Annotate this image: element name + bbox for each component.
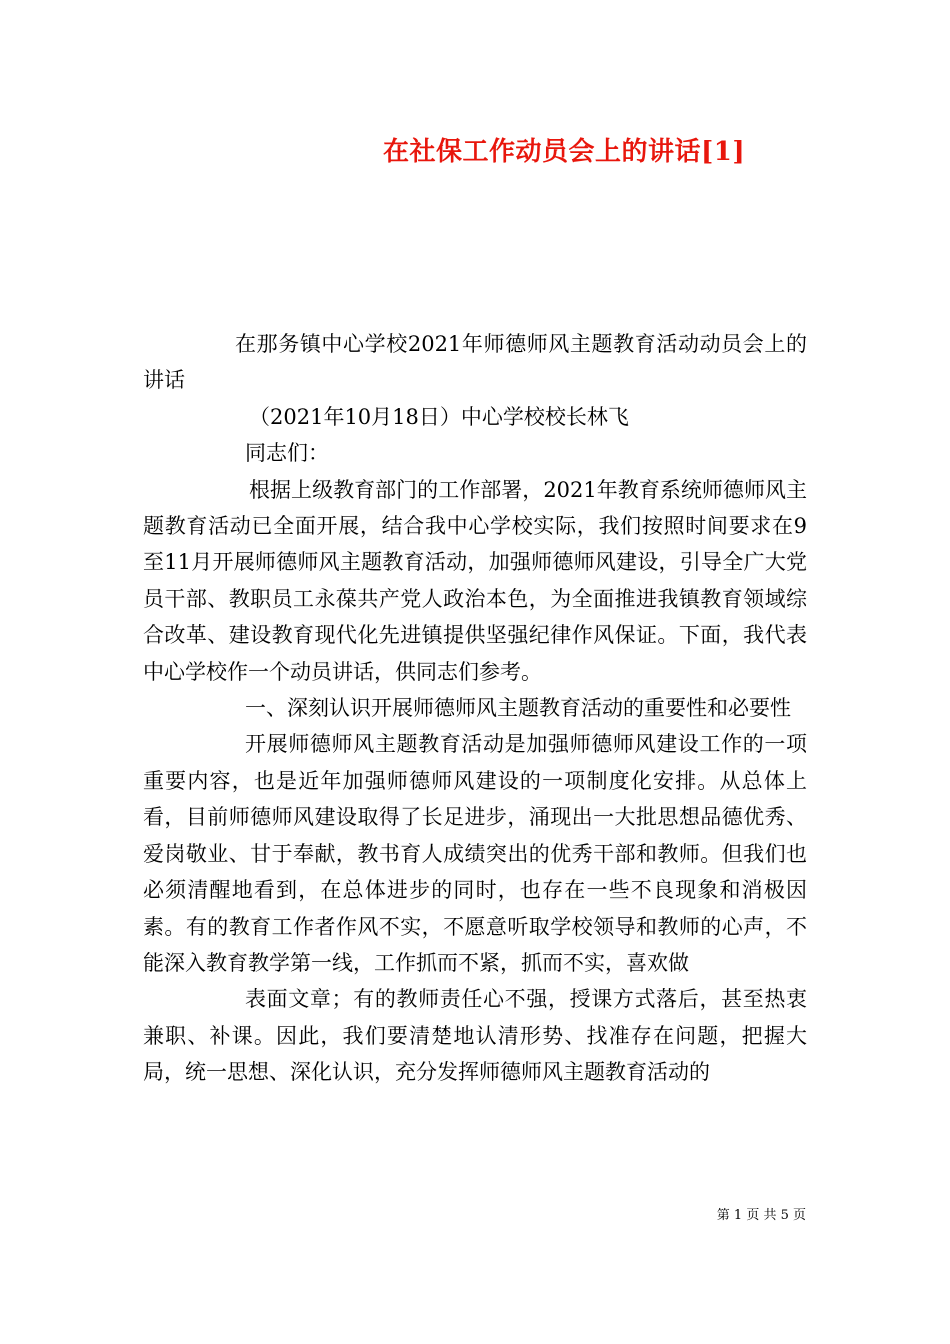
page-number-footer: 第 1 页 共 5 页 xyxy=(716,1208,806,1223)
paragraph-date-speaker: （2021年10月18日）中心学校校长林飞 xyxy=(249,404,629,429)
document-body xyxy=(143,326,807,1091)
paragraph-body: 根据上级教育部门的工作部署，2021年教育系统师德师风主题教育活动已全面开展，结合我中心学校实际，我们按照时间要求在9至11月开展师德师风主题教育活动，加强师德师风建设，引导全广大党员干部、教职员工永葆共产党人政治本色，为全面推进我镇教育领域综合改革、建设教育现代化先进镇提供坚强纪律作风保证。下面，我代表中心学校作一个动员讲话，供同志们参考。 xyxy=(143,477,807,684)
document-title: 在社保工作动员会上的讲话[1] xyxy=(383,137,746,167)
paragraph-heading-line: 在那务镇中心学校2021年师德师风主题教育活动动员会上的讲话 xyxy=(143,332,807,393)
paragraph-body: 表面文章；有的教师责任心不强，授课方式落后，甚至热衷兼职、补课。因此，我们要清楚地认清形势、找准存在问题，把握大局，统一思想、深化认识，充分发挥师德师风主题教育活动的 xyxy=(143,987,807,1085)
paragraph-salutation: 同志们： xyxy=(245,441,329,466)
paragraph-body: 开展师德师风主题教育活动是加强师德师风建设工作的一项重要内容，也是近年加强师德师风建设的一项制度化安排。从总体上看，目前师德师风建设取得了长足进步，涌现出一大批思想品德优秀、爱岗敬业、甘于奉献，教书育人成绩突出的优秀干部和教师。但我们也必须清醒地看到，在总体进步的同时，也存在一些不良现象和消极因素。有的教育工作者作风不实，不愿意听取学校领导和教师的心声，不能深入教育教学第一线，工作抓而不紧，抓而不实，喜欢做 xyxy=(143,732,807,975)
section-heading: 一、深刻认识开展师德师风主题教育活动的重要性和必要性 xyxy=(245,696,791,721)
